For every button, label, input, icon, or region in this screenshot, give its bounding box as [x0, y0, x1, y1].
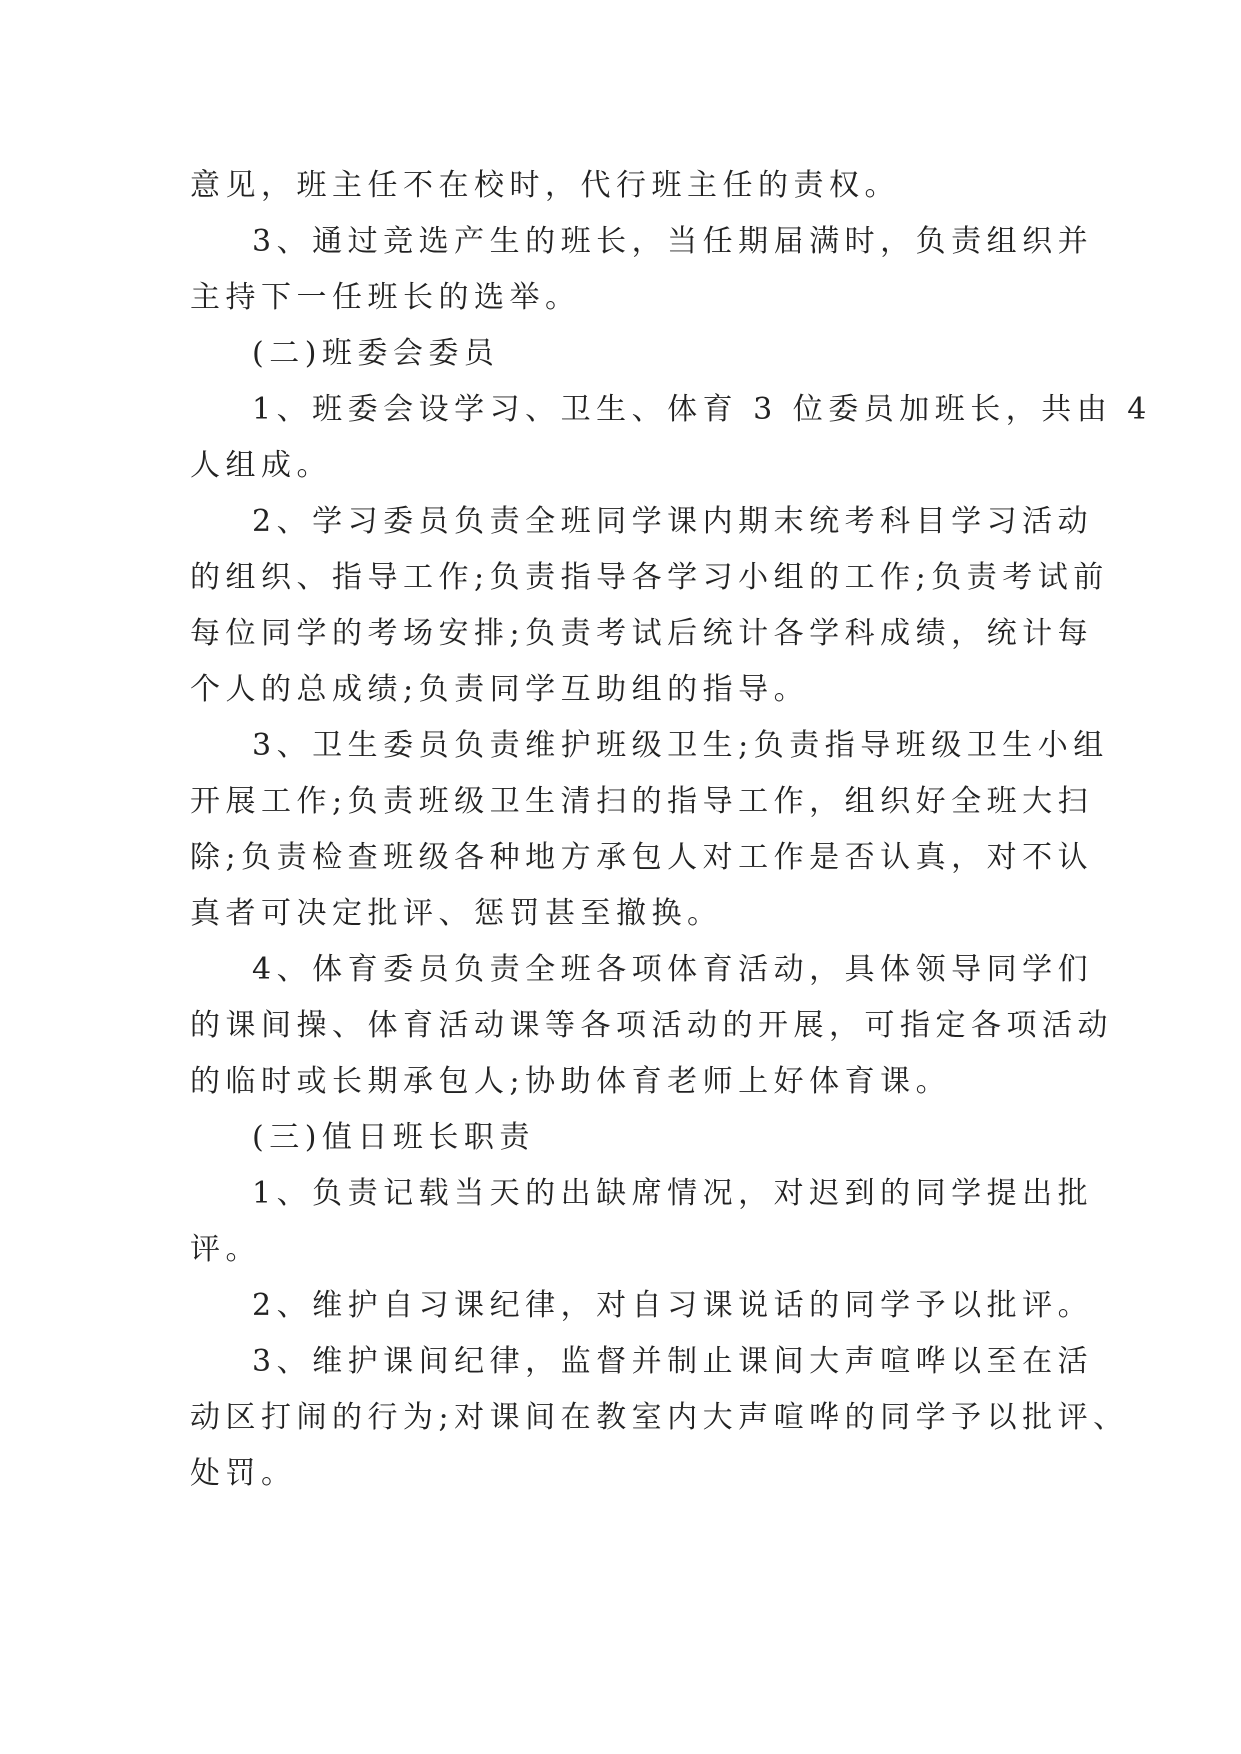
text-line: 的组织、指导工作;负责指导各学习小组的工作;负责考试前: [190, 560, 1109, 595]
text-line: 评。: [190, 1232, 261, 1267]
section-heading: (三)值日班长职责: [252, 1120, 535, 1155]
text-line: 真者可决定批评、惩罚甚至撤换。: [190, 896, 723, 931]
text-line: 开展工作;负责班级卫生清扫的指导工作，组织好全班大扫: [190, 784, 1094, 819]
text-line: 处罚。: [190, 1456, 297, 1491]
text-line: 除;负责检查班级各种地方承包人对工作是否认真，对不认: [190, 840, 1094, 875]
text-line: 每位同学的考场安排;负责考试后统计各学科成绩，统计每: [190, 616, 1094, 651]
document-body: [190, 158, 1152, 1502]
paragraph-start-line: 3、通过竞选产生的班长，当任期届满时，负责组织并: [252, 224, 1094, 259]
paragraph-start-line: 1、班委会设学习、卫生、体育 3 位委员加班长，共由 4: [252, 392, 1152, 427]
text-line: 个人的总成绩;负责同学互助组的指导。: [190, 672, 810, 707]
paragraph-start-line: 4、体育委员负责全班各项体育活动，具体领导同学们: [252, 952, 1094, 987]
paragraph-start-line: 1、负责记载当天的出缺席情况，对迟到的同学提出批: [252, 1176, 1094, 1211]
paragraph-start-line: 3、卫生委员负责维护班级卫生;负责指导班级卫生小组: [252, 728, 1109, 763]
text-line: 的临时或长期承包人;协助体育老师上好体育课。: [190, 1064, 952, 1099]
text-line: 主持下一任班长的选举。: [190, 280, 581, 315]
section-heading: (二)班委会委员: [252, 336, 500, 371]
paragraph-start-line: 2、学习委员负责全班同学课内期末统考科目学习活动: [252, 504, 1094, 539]
text-line: 动区打闹的行为;对课间在教室内大声喧哗的同学予以批评、: [190, 1400, 1129, 1435]
text-line: 的课间操、体育活动课等各项活动的开展，可指定各项活动: [190, 1008, 1113, 1043]
text-line: 人组成。: [190, 448, 332, 483]
paragraph-start-line: 2、维护自习课纪律，对自习课说话的同学予以批评。: [252, 1288, 1094, 1323]
paragraph-start-line: 3、维护课间纪律，监督并制止课间大声喧哗以至在活: [252, 1344, 1094, 1379]
text-line: 意见，班主任不在校时，代行班主任的责权。: [190, 168, 900, 203]
